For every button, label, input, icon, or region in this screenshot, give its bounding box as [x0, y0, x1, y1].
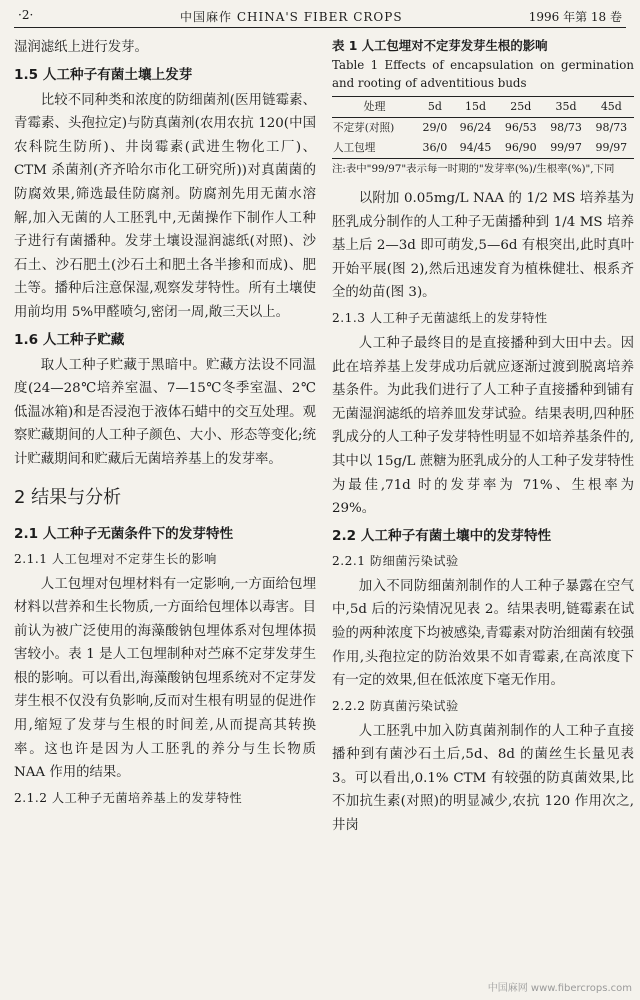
table-cell: 94/45 — [459, 141, 492, 154]
section-heading-1-5: 1.5 人工种子有菌土壤上发芽 — [14, 66, 193, 83]
paragraph: 加入不同防细菌剂制作的人工种子暴露在空气中,5d 后的污染情况见表 2。结果表明,链霉素在试验的两种浓度下均被感染,青霉素对防治细菌有较强作用,头孢拉定的防治效果不如青霉素,在高浓度下有一定的效果,但在低浓度下毫无作用。 — [332, 578, 634, 689]
table-cell: 98/73 — [595, 121, 628, 134]
paragraph: 比较不同种类和浓度的防细菌剂(医用链霉素、青霉素、头孢拉定)与防真菌剂(农用农抗 120(中国农科院生防所)、井岗霉素(武进生物化工厂)、CTM 杀菌剂(齐齐哈尔市化工研究所))对真菌菌的防腐效果,筛选最佳防腐剂。防腐剂先用无菌水溶解,加入无菌的人工胚乳中,无菌操作下制作人工种子进行有菌播种。发芽土壤设湿润滤纸(对照)、沙石土、沙石肥土(沙石土和肥土各半掺和而成)、肥土等。播种后注意保湿,观察发芽特性。所有土壤使用前均用 5%甲醛喷匀,密闭一周,敞三天以上。 — [14, 92, 316, 320]
running-header — [0, 0, 640, 30]
paragraph: 以附加 0.05mg/L NAA 的 1/2 MS 培养基为胚乳成分制作的人工种子无菌播种到 1/4 MS 培养基上后 2—3d 即可萌发,5—6d 有根突出,此时真叶开始平展(图 2),然后迅速发育为植株健壮、根系齐全的幼苗(图 3)。 — [332, 191, 634, 301]
col-header: 15d — [464, 100, 486, 113]
table-cell: 99/97 — [595, 141, 628, 154]
table-1 — [332, 36, 634, 177]
subsection-heading-2-2-2: 2.2.2 防真菌污染试验 — [332, 698, 459, 713]
section-heading-2-1: 2.1 人工种子无菌条件下的发芽特性 — [14, 525, 234, 542]
subsection-heading-2-1-3: 2.1.3 人工种子无菌滤纸上的发芽特性 — [332, 310, 548, 325]
paragraph: 湿润滤纸上进行发芽。 — [14, 40, 148, 55]
paragraph: 人工种子最终目的是直接播种到大田中去。因此在培养基上发芽成功后就应逐渐过渡到脱离培养基条件。为此我们进行了人工种子直接播种到铺有无菌湿润滤纸的培养皿发芽试验。结果表明,四种胚乳成分的人工种子发芽特性明显不如培养基条件的,其中以 15g/L 蔗糖为胚乳成分的人工种子发芽特性为最佳,71d 时的发芽率为 71%、生根率为 29%。 — [332, 335, 634, 517]
section-heading-1-6: 1.6 人工种子贮藏 — [14, 331, 125, 348]
section-heading-2: 2 结果与分析 — [14, 486, 122, 508]
row-label: 不定芽(对照) — [333, 122, 395, 134]
table-cell: 96/24 — [459, 121, 492, 134]
table-cell: 98/73 — [550, 121, 582, 134]
subsection-heading-2-1-1: 2.1.1 人工包埋对不定芽生长的影响 — [14, 551, 217, 566]
table-header-row — [332, 97, 634, 118]
paragraph: 人工胚乳中加入防真菌剂制作的人工种子直接播种到有菌沙石土后,5d、8d 的菌丝生长量见表 3。可以看出,0.1% CTM 有较强的防真菌效果,比不加抗生素(对照)的明显减少,农抗 120 作用次之,井岗 — [332, 723, 634, 834]
table-caption-cn: 表 1 人工包埋对不定芽发芽生根的影响 — [332, 38, 548, 53]
subsection-heading-2-2-1: 2.2.1 防细菌污染试验 — [332, 553, 459, 568]
journal-name: 中国麻作 CHINA'S FIBER CROPS — [180, 10, 403, 24]
col-header: 5d — [427, 100, 442, 113]
data-table — [332, 96, 634, 159]
section-heading-2-2: 2.2 人工种子有菌土壤中的发芽特性 — [332, 527, 552, 544]
col-header: 45d — [600, 100, 622, 113]
right-column — [332, 36, 634, 996]
header-rule — [14, 27, 626, 28]
table-cell: 99/97 — [550, 141, 582, 154]
paragraph: 人工包埋对包埋材料有一定影响,一方面给包埋材料以营养和生长物质,一方面给包埋体以毒害。目前认为被广泛使用的海藻酸钠包埋体系对包埋体损害较小。表 1 是人工包埋制种对苎麻不定芽发芽生根的影响。可以看出,海藻酸钠包埋系统对不定芽发芽生根不仅没有负影响,反而对生根有明显的促进作用,缩短了发芽与生根的时间差,从而提高其转换率。这也许是因为人工胚乳的养分与生长物质 NAA 作用的结果。 — [14, 576, 316, 781]
row-label: 人工包埋 — [333, 142, 376, 154]
table-cell: 96/90 — [504, 141, 537, 154]
col-header: 处理 — [363, 100, 386, 113]
col-header: 25d — [510, 100, 532, 113]
watermark: 中国麻网 www.fibercrops.com — [487, 983, 632, 994]
table-row — [332, 138, 634, 159]
table-note: 注:表中"99/97"表示每一时期的"发芽率(%)/生根率(%)",下同 — [332, 163, 615, 175]
table-cell: 96/53 — [504, 121, 537, 134]
left-column — [14, 36, 316, 996]
table-row — [332, 118, 634, 139]
volume-info: 1996 年第 18 卷 — [528, 10, 622, 24]
page-number: ·2· — [18, 8, 34, 22]
table-caption-en: Table 1 Effects of encapsulation on germination and rooting of adventitious buds — [332, 58, 634, 90]
col-header: 35d — [555, 100, 577, 113]
subsection-heading-2-1-2: 2.1.2 人工种子无菌培养基上的发芽特性 — [14, 790, 243, 805]
paragraph: 取人工种子贮藏于黑暗中。贮藏方法设不同温度(24—28℃培养室温、7—15℃冬季室温、2℃低温冰箱)和是否浸泡于液体石蜡中的交互处理。观察贮藏期间的人工种子颜色、大小、形态等变化;统计贮藏期间和贮藏后无菌培养基上的发芽率。 — [14, 357, 316, 467]
table-cell: 29/0 — [422, 121, 448, 134]
table-cell: 36/0 — [422, 141, 448, 154]
